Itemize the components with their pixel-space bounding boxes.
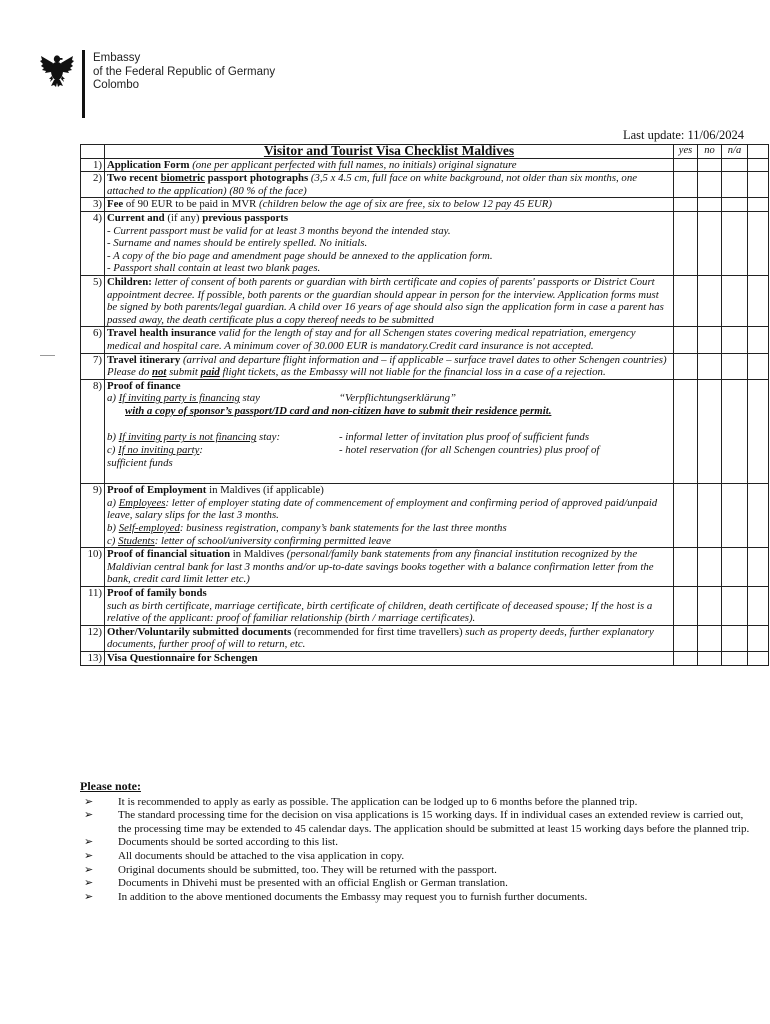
item-text — [105, 275, 674, 326]
row-extra — [748, 484, 769, 548]
visa-checklist-table — [80, 144, 769, 666]
checkbox-yes[interactable] — [674, 625, 698, 651]
passport-rule: - A copy of the bio page and amendment page should be annexed to the application form. — [107, 249, 493, 262]
item-title: Fee — [107, 198, 124, 211]
option-condition: Employees — [118, 496, 166, 509]
table-row — [81, 379, 769, 484]
item-title: Other/Voluntarily submitted documents — [107, 625, 292, 638]
embassy-line-1: Embassy — [93, 52, 141, 64]
checkbox-yes[interactable] — [674, 327, 698, 353]
checkbox-na[interactable] — [722, 651, 748, 665]
item-text — [105, 211, 674, 275]
option-letter: a) — [107, 392, 119, 405]
spacer — [107, 417, 671, 431]
option-condition: If no inviting party — [118, 444, 200, 457]
item-detail: of 90 EUR to be paid in MVR — [123, 198, 260, 211]
item-detail-italic: (children below the age of six are free, six to below 12 pay 45 EUR) — [259, 198, 552, 211]
item-detail: such as birth certificate, marriage certificate, birth certificate of children, death certificate of deceased spouse; If the host is a relative of the applicant: proof of familiar relationship (birth / marriage certificates). — [107, 599, 653, 625]
note-item — [80, 809, 750, 836]
column-na: n/a — [722, 145, 748, 159]
checkbox-yes[interactable] — [674, 548, 698, 587]
employment-option-c — [107, 535, 671, 548]
item-title: Children: — [107, 275, 152, 288]
checkbox-na[interactable] — [722, 327, 748, 353]
row-extra — [748, 198, 769, 212]
verpflichtung-quote: “Verpflichtungserklärung” — [339, 392, 456, 405]
checkbox-no[interactable] — [698, 379, 722, 484]
finance-option-b — [107, 431, 671, 444]
embassy-line-3: Colombo — [93, 79, 140, 91]
item-text — [105, 198, 674, 212]
header-divider — [82, 50, 85, 118]
last-update: Last update: 11/06/2024 — [622, 128, 744, 142]
item-number: 13) — [81, 651, 105, 665]
notes-title: Please note: — [80, 779, 141, 793]
checkbox-no[interactable] — [698, 587, 722, 626]
item-title-part: previous passports — [202, 211, 289, 224]
row-extra — [748, 211, 769, 275]
checkbox-yes[interactable] — [674, 172, 698, 198]
federal-eagle-emblem-icon — [40, 52, 74, 88]
row-extra — [748, 353, 769, 379]
emphasis-paid: paid — [200, 366, 220, 379]
checkbox-na[interactable] — [722, 198, 748, 212]
please-note-section — [80, 780, 750, 904]
row-extra — [748, 379, 769, 484]
row-extra — [748, 172, 769, 198]
item-detail: (recommended for first time travellers) — [291, 625, 466, 638]
item-title: Proof of family bonds — [107, 587, 207, 599]
checkbox-no[interactable] — [698, 327, 722, 353]
option-letter: c) — [107, 534, 119, 547]
option-letter: b) — [107, 522, 119, 535]
checkbox-no[interactable] — [698, 484, 722, 548]
employment-option-a — [107, 497, 671, 522]
item-detail: letter of consent of both parents or guardian with birth certificate and copies of parents' passports or District Court appointment decree. If possible, both parents or the guardian should appear in person for the interview. Application forms must be signed by both parents/legal guardian. A child over 16 years of age should also sign the application form in case a parent has passed away, the death certificate plus a copy thereof needs to be submitted — [107, 275, 664, 326]
item-title: Travel health insurance — [107, 327, 216, 340]
item-title: Proof of finance — [107, 379, 181, 392]
option-requirement-cont: sufficient funds — [107, 456, 173, 469]
arrow-bullet-icon: ➢ — [84, 877, 94, 890]
item-number: 4) — [81, 211, 105, 275]
item-text — [105, 327, 674, 353]
checkbox-yes[interactable] — [674, 211, 698, 275]
option-requirement: - informal letter of invitation plus proof of sufficient funds — [339, 431, 590, 444]
checkbox-no[interactable] — [698, 198, 722, 212]
option-requirement: - hotel reservation (for all Schengen countries) plus proof of — [339, 444, 600, 457]
item-text — [105, 625, 674, 651]
passport-rule: - Surname and names should be entirely spelled. No initials. — [107, 237, 368, 250]
checkbox-yes[interactable] — [674, 651, 698, 665]
table-row — [81, 158, 769, 172]
checkbox-no[interactable] — [698, 548, 722, 587]
note-item — [80, 850, 750, 864]
checkbox-yes[interactable] — [674, 158, 698, 172]
item-title: Travel itinerary — [107, 353, 181, 366]
arrow-bullet-icon: ➢ — [84, 863, 94, 876]
option-letter: c) — [107, 444, 119, 457]
finance-option-a-label — [107, 392, 339, 405]
checkbox-na[interactable] — [722, 275, 748, 326]
item-number: 10) — [81, 548, 105, 587]
checkbox-no[interactable] — [698, 353, 722, 379]
embassy-header — [40, 50, 340, 122]
option-letter: a) — [107, 496, 119, 509]
checklist-title: Visitor and Tourist Visa Checklist Maldives — [105, 145, 674, 159]
item-text — [105, 651, 674, 665]
passport-rule: - Current passport must be valid for at least 3 months beyond the intended stay. — [107, 224, 451, 237]
sponsor-requirement: with a copy of sponsor’s passport/ID card and non-citizen have to submit their residence permit. — [125, 404, 552, 417]
row-extra — [748, 651, 769, 665]
table-row — [81, 198, 769, 212]
row-extra — [748, 587, 769, 626]
item-title: Proof of Employment — [107, 484, 207, 497]
option-requirement: : business registration, company’s bank statements for the last three months — [179, 522, 507, 535]
item-detail: flight tickets, as the Embassy will not liable for the financial loss in a case of a rejection. — [219, 366, 606, 379]
table-row — [81, 651, 769, 665]
table-row — [81, 353, 769, 379]
column-yes: yes — [674, 145, 698, 159]
note-text: Documents should be sorted according to this list. — [118, 836, 338, 849]
margin-mark — [40, 355, 55, 356]
table-row — [81, 484, 769, 548]
item-title-part: (if any) — [164, 211, 203, 224]
note-text: Original documents should be submitted, too. They will be returned with the passport. — [118, 863, 497, 876]
checkbox-yes[interactable] — [674, 275, 698, 326]
item-detail-italic: such as property deeds, further explanatory documents, further proof of will to return, etc. — [107, 625, 654, 651]
checkbox-no[interactable] — [698, 172, 722, 198]
table-row — [81, 172, 769, 198]
option-condition: If inviting party is financing — [118, 392, 240, 405]
arrow-bullet-icon: ➢ — [84, 890, 94, 903]
arrow-bullet-icon: ➢ — [84, 809, 94, 822]
checkbox-na[interactable] — [722, 379, 748, 484]
checkbox-yes[interactable] — [674, 484, 698, 548]
emphasis-not: not — [151, 366, 167, 379]
row-extra — [748, 327, 769, 353]
embassy-name — [93, 52, 275, 93]
passport-rule: - Passport shall contain at least two blank pages. — [107, 262, 321, 275]
item-number: 11) — [81, 587, 105, 626]
arrow-bullet-icon: ➢ — [84, 849, 94, 862]
item-text — [105, 587, 674, 626]
arrow-bullet-icon: ➢ — [84, 836, 94, 849]
checkbox-na[interactable] — [722, 353, 748, 379]
table-row — [81, 625, 769, 651]
option-suffix: : — [199, 444, 203, 457]
item-number: 3) — [81, 198, 105, 212]
table-header-row — [81, 145, 769, 159]
option-condition: If inviting party is not financing — [118, 431, 257, 444]
note-text: In addition to the above mentioned documents the Embassy may request you to furnish further documents. — [118, 890, 588, 903]
spacer — [107, 469, 671, 483]
table-row — [81, 327, 769, 353]
item-detail-italic: (personal/family bank statements from any financial institution recognized by the Maldivian central bank for last 3 months and/or up-to-date savings books together with a balance confirmation letter from the bank, credit card limit letter etc.) — [107, 548, 654, 586]
note-item — [80, 877, 750, 891]
option-condition: Students — [118, 534, 155, 547]
item-title-part: Current and — [107, 211, 165, 224]
item-text — [105, 484, 674, 548]
note-text: All documents should be attached to the visa application in copy. — [118, 849, 405, 862]
item-text — [105, 158, 674, 172]
row-extra — [748, 625, 769, 651]
embassy-line-2: of the Federal Republic of Germany — [93, 65, 276, 78]
checkbox-yes[interactable] — [674, 198, 698, 212]
finance-option-b-label — [107, 431, 339, 444]
table-row — [81, 275, 769, 326]
table-row — [81, 587, 769, 626]
item-number: 8) — [81, 379, 105, 484]
note-item — [80, 891, 750, 905]
item-number: 7) — [81, 353, 105, 379]
header-extra — [748, 145, 769, 159]
option-suffix: stay — [239, 392, 260, 405]
item-detail: (arrival and departure flight information and – if applicable – surface travel dates to other Schengen countries) Please do — [107, 353, 667, 379]
checkbox-no[interactable] — [698, 158, 722, 172]
checkbox-na[interactable] — [722, 158, 748, 172]
column-no: no — [698, 145, 722, 159]
row-extra — [748, 548, 769, 587]
row-extra — [748, 275, 769, 326]
header-blank — [81, 145, 105, 159]
item-number: 12) — [81, 625, 105, 651]
option-suffix: stay: — [256, 431, 281, 444]
item-title — [107, 172, 308, 184]
checkbox-no[interactable] — [698, 625, 722, 651]
item-text — [105, 353, 674, 379]
item-detail: (one per applicant perfected with full names, no initials) original signature — [192, 158, 517, 171]
item-number: 9) — [81, 484, 105, 548]
checkbox-no[interactable] — [698, 651, 722, 665]
item-title-part: passport photographs — [204, 172, 309, 185]
option-letter: b) — [107, 431, 119, 444]
item-text — [105, 548, 674, 587]
checkbox-no[interactable] — [698, 275, 722, 326]
finance-option-c-label — [107, 444, 339, 457]
checkbox-na[interactable] — [722, 548, 748, 587]
item-detail: (3,5 x 4.5 cm, full face on white background, not older than six months, one attached to the application) (80 % of the face) — [107, 172, 638, 197]
checkbox-yes[interactable] — [674, 353, 698, 379]
checkbox-no[interactable] — [698, 211, 722, 275]
item-title-part: Two recent — [107, 172, 161, 185]
item-detail: in Maldives (if applicable) — [206, 484, 324, 497]
item-title: Visa Questionnaire for Schengen — [107, 651, 258, 664]
checkbox-na[interactable] — [722, 625, 748, 651]
note-text: Documents in Dhivehi must be presented with an official English or German translation. — [118, 877, 508, 890]
item-text — [105, 379, 674, 484]
checkbox-na[interactable] — [722, 587, 748, 626]
finance-option-a — [107, 392, 671, 405]
item-number: 2) — [81, 172, 105, 198]
item-title-underlined: biometric — [160, 172, 205, 185]
row-extra — [748, 158, 769, 172]
note-text: It is recommended to apply as early as possible. The application can be lodged up to 6 months before the planned trip. — [118, 795, 638, 808]
checkbox-yes[interactable] — [674, 587, 698, 626]
item-number: 1) — [81, 158, 105, 172]
item-text — [105, 172, 674, 198]
note-text: The standard processing time for the decision on visa applications is 15 working days. If in individual cases an extended review is carried out, the processing time may be extended to 45 calendar days. The application should be submitted at least 15 working days before the planned trip. — [118, 809, 750, 835]
item-number: 6) — [81, 327, 105, 353]
finance-option-c — [107, 444, 671, 457]
item-detail: valid for the length of stay and for all Schengen states covering medical repatriation, emergency medical and hospital care. A minimum cover of 30.000 EUR is mandatory.Credit card insurance is not accepted. — [107, 327, 636, 352]
item-number: 5) — [81, 275, 105, 326]
note-item — [80, 836, 750, 850]
checkbox-na[interactable] — [722, 211, 748, 275]
note-item — [80, 864, 750, 878]
item-detail: in Maldives — [230, 548, 287, 561]
option-requirement: : letter of school/university confirming permitted leave — [154, 534, 391, 547]
item-detail: submit — [166, 366, 201, 379]
item-title: Application Form — [107, 158, 190, 171]
checkbox-na[interactable] — [722, 172, 748, 198]
checkbox-na[interactable] — [722, 484, 748, 548]
arrow-bullet-icon: ➢ — [84, 795, 94, 808]
table-row — [81, 211, 769, 275]
item-title: Proof of financial situation — [107, 548, 231, 561]
option-requirement: : letter of employer stating date of commencement of employment and confirming period of approved paid/unpaid leave, salary slips for the last 3 months. — [107, 496, 658, 522]
employment-option-b — [107, 522, 671, 535]
checkbox-yes[interactable] — [674, 379, 698, 484]
option-condition: Self-employed — [118, 522, 180, 535]
note-item — [80, 796, 750, 810]
table-row — [81, 548, 769, 587]
